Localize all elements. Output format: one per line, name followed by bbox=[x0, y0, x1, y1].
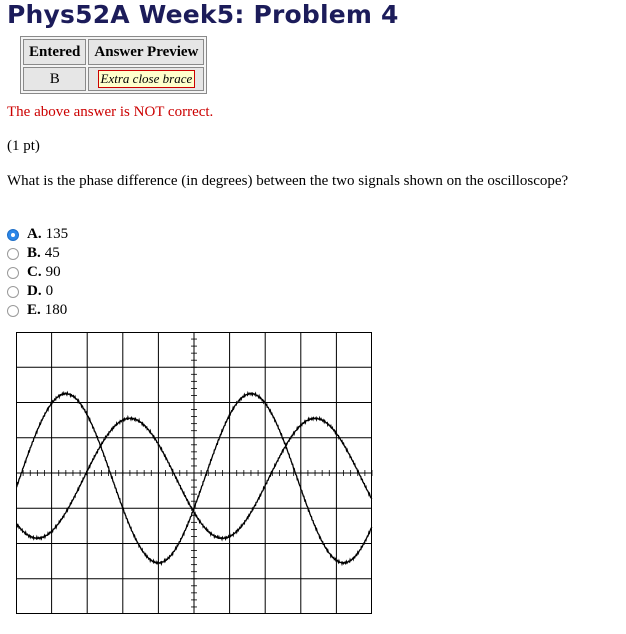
entered-value: B bbox=[23, 67, 86, 91]
choice-letter: A. bbox=[27, 226, 42, 242]
answer-preview-cell bbox=[88, 67, 204, 91]
choice-d[interactable] bbox=[7, 282, 68, 301]
question-text: What is the phase difference (in degrees) between the two signals shown on the oscilloscope? bbox=[7, 173, 569, 189]
radio-b[interactable] bbox=[7, 248, 19, 260]
radio-c[interactable] bbox=[7, 267, 19, 279]
choice-b[interactable] bbox=[7, 244, 68, 263]
choice-a[interactable] bbox=[7, 225, 68, 244]
radio-a[interactable] bbox=[7, 229, 19, 241]
choice-value: 135 bbox=[45, 226, 69, 242]
feedback-message: The above answer is NOT correct. bbox=[7, 104, 214, 120]
answer-preview-value: Extra close brace bbox=[98, 70, 196, 88]
choice-letter: D. bbox=[27, 283, 42, 299]
points-label: (1 pt) bbox=[7, 138, 40, 154]
choice-c[interactable] bbox=[7, 263, 68, 282]
choice-list bbox=[7, 225, 68, 320]
choice-letter: C. bbox=[27, 264, 42, 280]
choice-value: 0 bbox=[45, 283, 54, 299]
choice-value: 90 bbox=[45, 264, 61, 280]
page-title: Phys52A Week5: Problem 4 bbox=[7, 0, 399, 29]
choice-value: 45 bbox=[44, 245, 60, 261]
answer-preview-header: Answer Preview bbox=[88, 39, 204, 65]
choice-value: 180 bbox=[44, 302, 68, 318]
radio-e[interactable] bbox=[7, 305, 19, 317]
entered-header: Entered bbox=[23, 39, 86, 65]
answer-table bbox=[20, 36, 207, 94]
choice-letter: E. bbox=[27, 302, 41, 318]
choice-e[interactable] bbox=[7, 301, 68, 320]
radio-d[interactable] bbox=[7, 286, 19, 298]
choice-letter: B. bbox=[27, 245, 41, 261]
oscilloscope-plot bbox=[16, 332, 373, 614]
